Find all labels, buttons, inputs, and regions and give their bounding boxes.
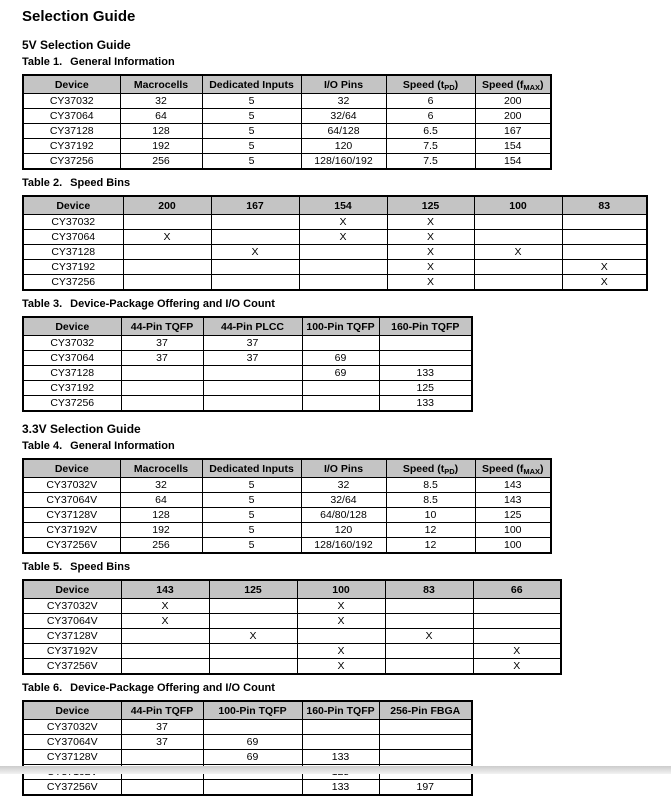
device-cell: CY37032 (23, 94, 120, 109)
table-caption-title: Device-Package Offering and I/O Count (70, 298, 275, 310)
device-cell: CY37064 (23, 230, 123, 245)
table-row (23, 629, 561, 644)
table-cell: 5 (202, 478, 301, 493)
data-table (22, 700, 473, 796)
table-cell: 5 (202, 94, 301, 109)
column-header: 83 (562, 196, 647, 215)
table-cell (302, 720, 379, 735)
table-cell: 200 (475, 109, 551, 124)
table-cell: 5 (202, 124, 301, 139)
column-header: Device (23, 75, 120, 94)
table-cell: 133 (379, 366, 472, 381)
table-row (23, 230, 647, 245)
table-cell (385, 614, 473, 629)
table-cell: X (387, 260, 474, 275)
table-cell: 125 (379, 381, 472, 396)
device-cell: CY37032V (23, 599, 121, 614)
table-cell: X (297, 614, 385, 629)
table-row (23, 780, 472, 796)
table-cell: 69 (203, 735, 302, 750)
table-cell: 128 (120, 508, 202, 523)
column-header: I/O Pins (301, 459, 386, 478)
table-row (23, 508, 551, 523)
table-cell: 5 (202, 139, 301, 154)
table-cell (121, 381, 203, 396)
table-row (23, 336, 472, 351)
table-cell: X (297, 644, 385, 659)
column-header: Speed $(t_{PD})$ (386, 75, 475, 94)
table-caption (22, 561, 671, 574)
table-caption-label: Table 5. (22, 561, 63, 573)
table-cell (474, 230, 562, 245)
table-cell: 256 (120, 154, 202, 170)
table-cell: 128 (120, 124, 202, 139)
table-cell: 128/160/192 (301, 154, 386, 170)
device-cell: CY37064V (23, 493, 120, 508)
column-header: 125 (209, 580, 297, 599)
table-cell (203, 381, 302, 396)
column-header: 256-Pin FBGA (379, 701, 472, 720)
device-cell: CY37032V (23, 478, 120, 493)
table-cell: 197 (379, 780, 472, 796)
table-cell (203, 366, 302, 381)
table-cell (121, 780, 203, 796)
table-cell (211, 215, 299, 230)
column-header: Device (23, 459, 120, 478)
table-cell: 69 (203, 750, 302, 765)
column-header: Speed $(f_{MAX})$ (475, 459, 551, 478)
table-cell: 120 (301, 523, 386, 538)
table-cell (123, 275, 211, 291)
device-cell: CY37128 (23, 366, 121, 381)
table-cell: 12 (386, 538, 475, 554)
table-cell: 64/128 (301, 124, 386, 139)
table-cell: 64 (120, 493, 202, 508)
table-row (23, 735, 472, 750)
table-caption (22, 177, 671, 190)
table-cell: 167 (475, 124, 551, 139)
table-cell (121, 396, 203, 412)
table-cell: 6 (386, 94, 475, 109)
table-cell (379, 351, 472, 366)
device-cell: CY37256 (23, 275, 123, 291)
table-cell (299, 275, 387, 291)
column-header: Device (23, 701, 121, 720)
data-table (22, 579, 562, 675)
table-cell: 5 (202, 523, 301, 538)
column-header: 44-Pin PLCC (203, 317, 302, 336)
table-cell: 69 (302, 366, 379, 381)
table-row (23, 366, 472, 381)
table-cell (209, 614, 297, 629)
table-cell (379, 735, 472, 750)
table-cell: 100 (475, 523, 551, 538)
table-cell: 6.5 (386, 124, 475, 139)
device-cell: CY37064V (23, 735, 121, 750)
column-header: 154 (299, 196, 387, 215)
device-cell: CY37192 (23, 260, 123, 275)
section-5v-tables (22, 56, 671, 412)
table-cell: 32 (301, 478, 386, 493)
data-table (22, 458, 552, 554)
table-cell: X (297, 599, 385, 614)
table-cell: 37 (121, 720, 203, 735)
table-cell: 100 (475, 538, 551, 554)
table-row (23, 275, 647, 291)
table-caption-label: Table 3. (22, 298, 63, 310)
table-cell (121, 629, 209, 644)
device-cell: CY37128V (23, 629, 121, 644)
table-cell (209, 644, 297, 659)
table-cell: X (387, 275, 474, 291)
table-cell: X (299, 230, 387, 245)
table-cell: 32 (301, 94, 386, 109)
column-header: Macrocells (120, 459, 202, 478)
table-cell: 5 (202, 493, 301, 508)
table-cell (121, 659, 209, 675)
header-row (23, 75, 551, 94)
column-header: 160-Pin TQFP (379, 317, 472, 336)
table-row (23, 538, 551, 554)
table-cell: 133 (302, 780, 379, 796)
data-table (22, 74, 552, 170)
table-cell (211, 275, 299, 291)
device-cell: CY37192 (23, 381, 121, 396)
table-cell (121, 750, 203, 765)
table-cell (211, 260, 299, 275)
table-cell (562, 245, 647, 260)
header-row (23, 580, 561, 599)
table-cell (211, 230, 299, 245)
table-row (23, 351, 472, 366)
table-cell: 154 (475, 154, 551, 170)
device-cell: CY37192V (23, 523, 120, 538)
table-cell (562, 230, 647, 245)
table-row (23, 109, 551, 124)
table-cell: X (387, 230, 474, 245)
device-cell: CY37064V (23, 614, 121, 629)
device-cell: CY37256 (23, 396, 121, 412)
table-cell: 125 (475, 508, 551, 523)
device-cell: CY37192V (23, 644, 121, 659)
table-caption (22, 440, 671, 453)
table-cell (302, 396, 379, 412)
table-cell: 32 (120, 478, 202, 493)
table-cell: 5 (202, 154, 301, 170)
device-cell: CY37128V (23, 750, 121, 765)
table-row (23, 215, 647, 230)
table-row (23, 260, 647, 275)
table-cell: 256 (120, 538, 202, 554)
table-cell (203, 720, 302, 735)
table-row (23, 478, 551, 493)
device-cell: CY37192 (23, 139, 120, 154)
table-cell (123, 215, 211, 230)
table-cell (123, 260, 211, 275)
table-cell (299, 245, 387, 260)
table-row (23, 720, 472, 735)
table-caption-title: Device-Package Offering and I/O Count (70, 682, 275, 694)
table-cell (302, 735, 379, 750)
table-row (23, 523, 551, 538)
table-cell: 192 (120, 523, 202, 538)
table-cell (302, 336, 379, 351)
table-cell (473, 629, 561, 644)
table-cell: 32/64 (301, 493, 386, 508)
column-header: 160-Pin TQFP (302, 701, 379, 720)
table-cell: 120 (301, 139, 386, 154)
table-cell (474, 275, 562, 291)
table-caption-title: Speed Bins (70, 561, 131, 573)
table-cell: X (473, 659, 561, 675)
table-cell: 5 (202, 109, 301, 124)
table-cell: 8.5 (386, 478, 475, 493)
table-cell (209, 599, 297, 614)
table-caption-title: General Information (70, 56, 175, 68)
header-row (23, 701, 472, 720)
device-cell: CY37128 (23, 245, 123, 260)
table-cell (123, 245, 211, 260)
device-cell: CY37128 (23, 124, 120, 139)
table-cell: 128/160/192 (301, 538, 386, 554)
data-table (22, 195, 648, 291)
column-header: Device (23, 317, 121, 336)
table-cell: 8.5 (386, 493, 475, 508)
table-cell: X (211, 245, 299, 260)
table-cell: 32/64 (301, 109, 386, 124)
table-cell: 154 (475, 139, 551, 154)
column-header: Dedicated Inputs (202, 459, 301, 478)
data-table (22, 316, 473, 412)
table-cell (297, 629, 385, 644)
table-row (23, 139, 551, 154)
column-header: Device (23, 196, 123, 215)
table-cell: 12 (386, 523, 475, 538)
table-caption (22, 682, 671, 695)
table-cell: 32 (120, 94, 202, 109)
table-row (23, 381, 472, 396)
device-cell: CY37032V (23, 720, 121, 735)
table-cell: 7.5 (386, 154, 475, 170)
table-row (23, 154, 551, 170)
table-cell: 143 (475, 478, 551, 493)
device-cell: CY37064 (23, 351, 121, 366)
section-3v3-tables (22, 440, 671, 796)
table-cell: X (121, 614, 209, 629)
table-cell: X (299, 215, 387, 230)
table-cell: 133 (379, 396, 472, 412)
table-caption-label: Table 2. (22, 177, 63, 189)
table-caption-title: Speed Bins (70, 177, 131, 189)
table-cell (121, 366, 203, 381)
table-cell (562, 215, 647, 230)
header-row (23, 196, 647, 215)
column-header: I/O Pins (301, 75, 386, 94)
table-cell: X (121, 599, 209, 614)
column-header: 143 (121, 580, 209, 599)
device-cell: CY37032 (23, 336, 121, 351)
table-row (23, 644, 561, 659)
table-cell: 37 (203, 336, 302, 351)
table-cell (385, 599, 473, 614)
table-row (23, 94, 551, 109)
table-row (23, 493, 551, 508)
table-cell: 7.5 (386, 139, 475, 154)
device-cell: CY37256 (23, 154, 120, 170)
table-row (23, 396, 472, 412)
table-cell (203, 780, 302, 796)
table-cell: 143 (475, 493, 551, 508)
table-cell (379, 720, 472, 735)
table-cell (385, 659, 473, 675)
table-cell: X (562, 275, 647, 291)
table-cell (473, 614, 561, 629)
device-cell: CY37256V (23, 659, 121, 675)
table-cell: X (562, 260, 647, 275)
table-cell: 192 (120, 139, 202, 154)
column-header: 200 (123, 196, 211, 215)
column-header: 66 (473, 580, 561, 599)
column-header: 44-Pin TQFP (121, 317, 203, 336)
table-cell: 6 (386, 109, 475, 124)
column-header: 167 (211, 196, 299, 215)
column-header: 100 (474, 196, 562, 215)
table-cell (379, 336, 472, 351)
table-cell: 37 (121, 336, 203, 351)
page-title: Selection Guide (22, 8, 136, 25)
table-row (23, 750, 472, 765)
column-header: Device (23, 580, 121, 599)
device-cell: CY37128V (23, 508, 120, 523)
column-header: 100-Pin TQFP (203, 701, 302, 720)
table-caption-title: General Information (70, 440, 175, 452)
table-caption-label: Table 6. (22, 682, 63, 694)
table-cell (121, 644, 209, 659)
table-cell (203, 396, 302, 412)
table-cell: X (209, 629, 297, 644)
section-heading-3v3: 3.3V Selection Guide (22, 422, 141, 436)
section-5v (22, 38, 671, 412)
table-cell: 64/80/128 (301, 508, 386, 523)
table-cell: X (387, 245, 474, 260)
column-header: Macrocells (120, 75, 202, 94)
column-header: Speed $(t_{PD})$ (386, 459, 475, 478)
table-row (23, 599, 561, 614)
table-row (23, 245, 647, 260)
table-cell: X (385, 629, 473, 644)
table-cell: 10 (386, 508, 475, 523)
table-cell: X (474, 245, 562, 260)
table-cell (209, 659, 297, 675)
table-row (23, 614, 561, 629)
table-cell: 37 (121, 351, 203, 366)
table-cell: 37 (203, 351, 302, 366)
section-3v3 (22, 422, 671, 796)
table-cell: X (387, 215, 474, 230)
device-cell: CY37032 (23, 215, 123, 230)
table-cell (473, 599, 561, 614)
table-cell: 5 (202, 508, 301, 523)
table-cell: 37 (121, 735, 203, 750)
table-cell (379, 750, 472, 765)
table-cell: X (123, 230, 211, 245)
column-header: 100-Pin TQFP (302, 317, 379, 336)
section-heading-5v: 5V Selection Guide (22, 38, 131, 52)
column-header: Speed $(f_{MAX})$ (475, 75, 551, 94)
table-caption (22, 56, 671, 69)
table-cell: 69 (302, 351, 379, 366)
table-row (23, 124, 551, 139)
table-cell: 5 (202, 538, 301, 554)
column-header: 83 (385, 580, 473, 599)
table-caption (22, 298, 671, 311)
column-header: 125 (387, 196, 474, 215)
table-cell (474, 260, 562, 275)
table-cell (474, 215, 562, 230)
page-bottom-edge (0, 766, 671, 774)
header-row (23, 317, 472, 336)
table-caption-label: Table 1. (22, 56, 63, 68)
table-cell: X (297, 659, 385, 675)
column-header: 44-Pin TQFP (121, 701, 203, 720)
device-cell: CY37256V (23, 780, 121, 796)
device-cell: CY37064 (23, 109, 120, 124)
column-header: 100 (297, 580, 385, 599)
table-cell: X (473, 644, 561, 659)
header-row (23, 459, 551, 478)
table-cell (385, 644, 473, 659)
table-cell: 133 (302, 750, 379, 765)
table-cell (302, 381, 379, 396)
device-cell: CY37256V (23, 538, 120, 554)
column-header: Dedicated Inputs (202, 75, 301, 94)
table-cell: 200 (475, 94, 551, 109)
table-caption-label: Table 4. (22, 440, 63, 452)
table-cell: 64 (120, 109, 202, 124)
table-row (23, 659, 561, 675)
table-cell (299, 260, 387, 275)
